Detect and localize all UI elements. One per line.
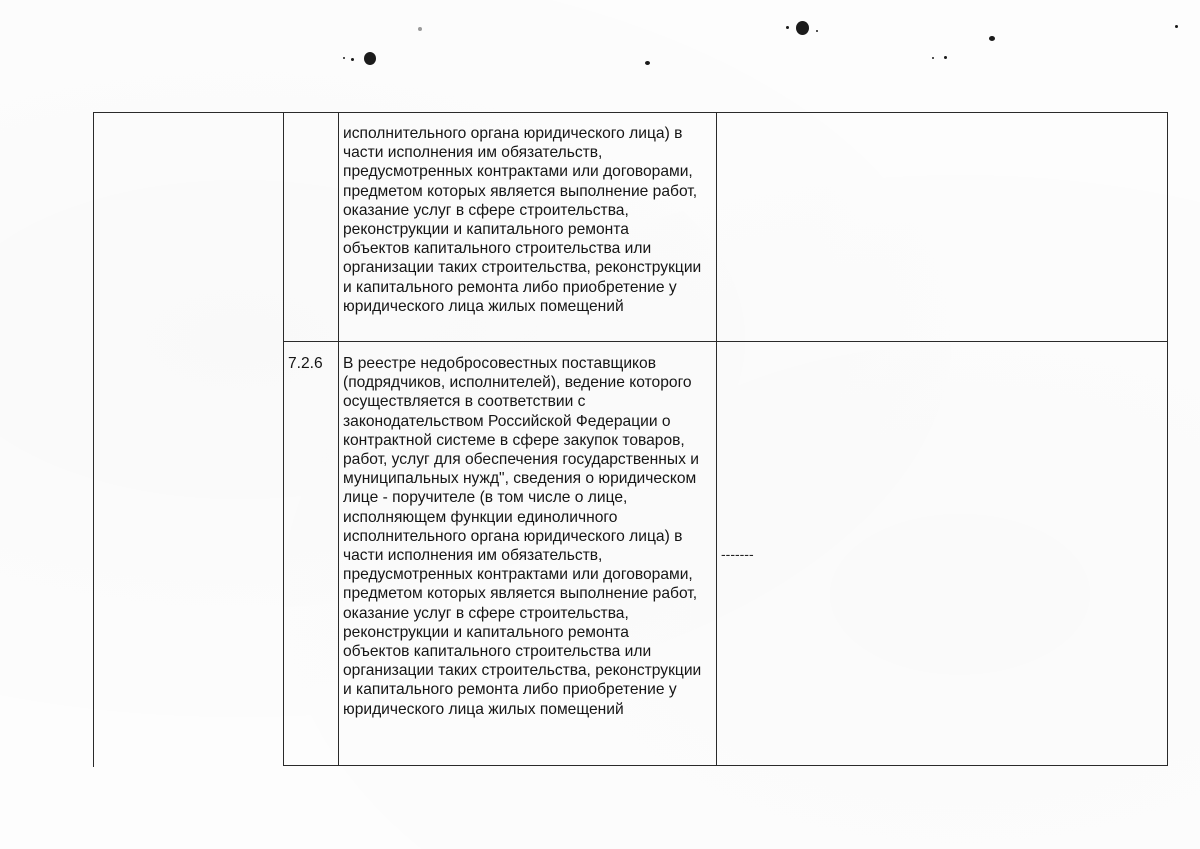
table-right-border [1167, 112, 1168, 766]
scan-speck [1175, 25, 1178, 28]
row-1-text: исполнительного органа юридического лица) в части исполнения им обязательств, предусмотренных контрактами или договорами, предметом которых является выполнение работ, оказание услуг в сфере строительства, реконструкции и капитального ремонта объектов капитального строительства или организации таких строительства, реконструкции и капитального ремонта либо приобретение у юридического лица жилых помещений [343, 125, 702, 315]
table-left-border [93, 112, 94, 767]
scan-speck [989, 36, 995, 41]
scan-speck [418, 27, 422, 31]
scan-speck [786, 26, 789, 29]
column-divider-3 [716, 112, 717, 766]
row-2-value: ------- [721, 546, 754, 562]
scan-speck [796, 21, 809, 35]
column-divider-1 [283, 112, 284, 766]
column-divider-2 [338, 112, 339, 766]
scan-speck [816, 30, 818, 32]
scan-speck [932, 57, 934, 59]
scan-speck [944, 56, 947, 59]
table-bottom-border [283, 765, 1168, 766]
scan-speck [343, 57, 345, 59]
row-separator [283, 341, 1168, 342]
table-top-border [93, 112, 1168, 113]
scan-speck [645, 61, 650, 65]
row-2-number: 7.2.6 [288, 355, 323, 372]
row-2-text: В реестре недобросовестных поставщиков (подрядчиков, исполнителей), ведение которого осуществляется в соответствии с законодательством Российской Федерации о контрактной системе в сфере закупок товаров, работ, услуг для обеспечения государственных и муниципальных нужд", сведения о юридическом лице - поручителе (в том числе о лице, исполняющем функции единоличного исполнительного органа юридического лица) в части исполнения им обязательств, предусмотренных контрактами или договорами, предметом которых является выполнение работ, оказание услуг в сфере строительства, реконструкции и капитального ремонта объектов капитального строительства или организации таких строительства, реконструкции и капитального ремонта либо приобретение у юридического лица жилых помещений [343, 355, 702, 718]
scan-speck [351, 58, 354, 61]
scan-speck [364, 52, 376, 65]
